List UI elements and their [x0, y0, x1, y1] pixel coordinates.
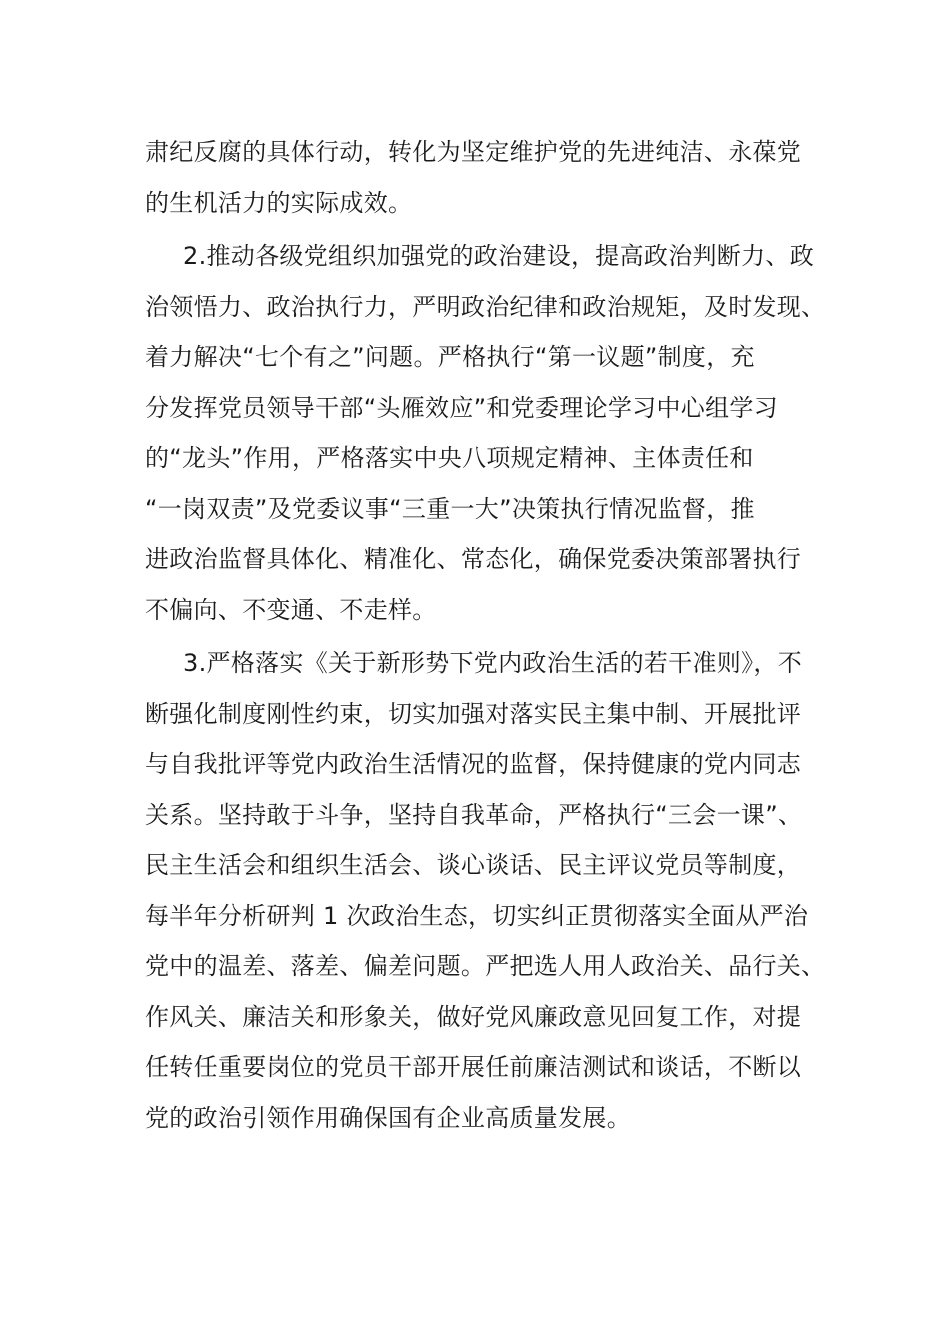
text-line: 党中的温差、落差、偏差问题。严把选人用人政治关、品行关、	[145, 952, 826, 980]
text-line: 任转任重要岗位的党员干部开展任前廉洁测试和谈话，不断以	[145, 1053, 802, 1081]
text-line: 的“龙头”作用，严格落实中央八项规定精神、主体责任和	[145, 444, 754, 472]
text-line: 断强化制度刚性约束，切实加强对落实民主集中制、开展批评	[145, 699, 802, 728]
text-line: 分发挥党员领导干部“头雁效应”和党委理论学习中心组学习	[145, 393, 778, 422]
text-line: 治领悟力、政治执行力，严明政治纪律和政治规矩，及时发现、	[145, 292, 826, 321]
text-line: 每半年分析研判 1 次政治生态，切实纠正贯彻落实全面从严治	[145, 901, 809, 930]
text-line: 的生机活力的实际成效。	[145, 188, 413, 217]
text-line: 民主生活会和组织生活会、谈心谈话、民主评议党员等制度，	[145, 851, 802, 879]
text-line: “一岗双责”及党委议事“三重一大”决策执行情况监督，推	[145, 494, 755, 523]
paragraph-item-3	[145, 638, 825, 1143]
text-line: 进政治监督具体化、精准化、常态化，确保党委决策部署执行	[145, 545, 802, 573]
text-line: 关系。坚持敢于斗争，坚持自我革命，严格执行“三会一课”、	[145, 800, 803, 829]
document-body	[145, 127, 825, 1143]
text-line: 党的政治引领作用确保国有企业高质量发展。	[145, 1103, 631, 1132]
text-line: 与自我批评等党内政治生活情况的监督，保持健康的党内同志	[145, 750, 802, 778]
paragraph-item-2	[145, 231, 825, 635]
text-line: 3.严格落实《关于新形势下党内政治生活的若干准则》，不	[183, 649, 802, 677]
text-line: 不偏向、不变通、不走样。	[145, 595, 437, 624]
paragraph-continuation	[145, 127, 825, 228]
text-line: 肃纪反腐的具体行动，转化为坚定维护党的先进纯洁、永葆党	[145, 138, 802, 166]
text-line: 2.推动各级党组织加强党的政治建设，提高政治判断力、政	[183, 242, 814, 270]
text-line: 着力解决“七个有之”问题。严格执行“第一议题”制度，充	[145, 343, 755, 371]
text-line: 作风关、廉洁关和形象关，做好党风廉政意见回复工作，对提	[145, 1002, 802, 1031]
